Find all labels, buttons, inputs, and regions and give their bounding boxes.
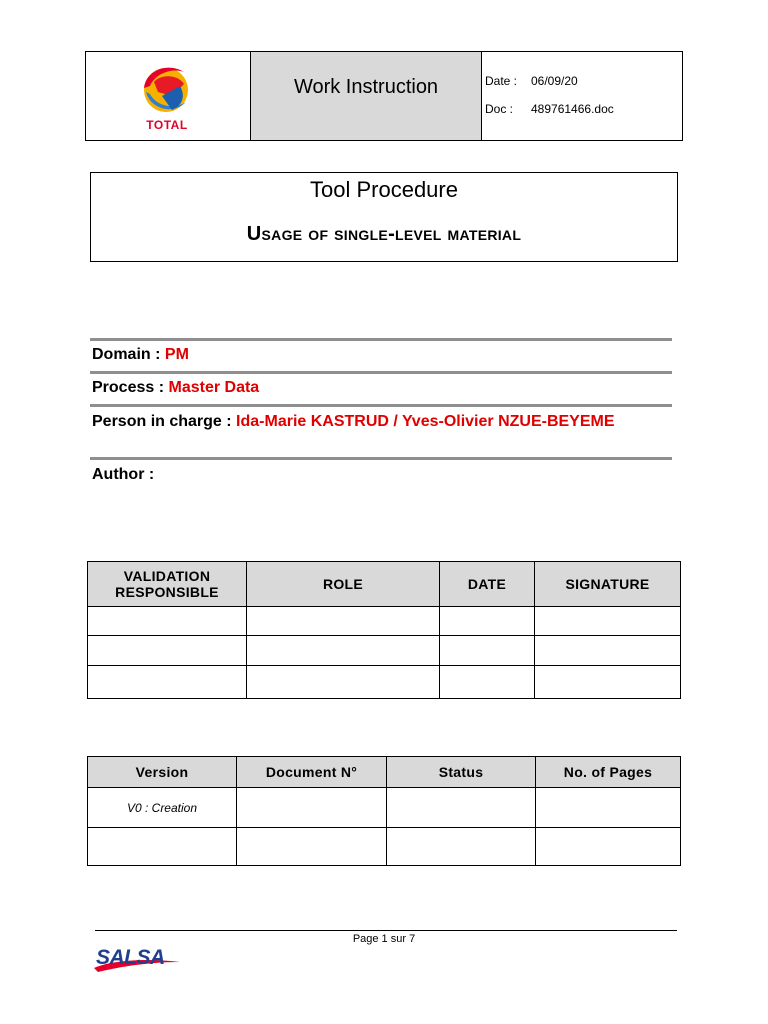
divider-rule [90,404,672,407]
table-cell [88,607,247,636]
table-cell [535,636,681,666]
table-cell [440,607,535,636]
col-status: Status [387,757,536,788]
salsa-logo [92,946,182,976]
table-cell [440,636,535,666]
table-cell [387,828,536,866]
doc-label: Doc : [485,102,514,116]
table-cell [88,828,237,866]
col-date: DATE [440,562,535,607]
col-version: Version [88,757,237,788]
total-logo-text: TOTAL [146,118,188,132]
date-row [485,67,682,95]
doc-row [485,95,682,123]
domain-line [92,345,672,364]
table-cell [536,788,681,828]
table-header-row [88,562,681,607]
document-header [85,51,683,141]
header-title: Work Instruction [251,52,482,140]
document-subheading: Usage of single-level material [246,223,522,245]
col-number-of-pages: No. of Pages [536,757,681,788]
table-cell [247,636,440,666]
table-cell [247,607,440,636]
domain-value: PM [164,346,189,363]
table-cell [247,666,440,699]
col-role: ROLE [247,562,440,607]
table-header-row [88,757,681,788]
validation-table [87,561,681,699]
date-label: Date : [485,74,518,88]
table-row [88,636,681,666]
table-row [88,666,681,699]
version-table [87,756,681,866]
process-line [92,378,672,397]
table-cell [237,788,387,828]
footer-rule [95,930,677,931]
table-row [88,828,681,866]
process-value: Master Data [168,379,260,396]
author-line [92,465,672,484]
divider-rule [90,338,672,341]
divider-rule [90,457,672,460]
salsa-logo-text: SALSA [96,946,165,969]
total-logo-cell [86,52,251,140]
date-value: 06/09/20 [531,74,578,88]
table-cell [535,666,681,699]
divider-rule [90,371,672,374]
table-cell: V0 : Creation [88,788,237,828]
col-signature: SIGNATURE [535,562,681,607]
col-document-number: Document N° [237,757,387,788]
table-cell [535,607,681,636]
title-box [90,172,678,262]
header-meta [482,52,682,140]
doc-value: 489761466.doc [531,102,614,116]
table-cell [387,788,536,828]
person-label: Person in charge : [92,413,232,430]
domain-label: Domain : [92,346,161,363]
table-cell [88,666,247,699]
table-cell [440,666,535,699]
col-validation-responsible: VALIDATION RESPONSIBLE [88,562,247,607]
table-cell [237,828,387,866]
author-label: Author : [92,466,155,483]
table-cell [536,828,681,866]
person-value: Ida-Marie KASTRUD / Yves-Olivier NZUE-BEYEME [236,413,615,430]
table-cell [88,636,247,666]
document-heading: Tool Procedure [310,177,458,202]
page-number: Page 1 sur 7 [352,933,416,945]
table-row [88,788,681,828]
table-row [88,607,681,636]
person-line [92,412,672,431]
process-label: Process : [92,379,165,396]
